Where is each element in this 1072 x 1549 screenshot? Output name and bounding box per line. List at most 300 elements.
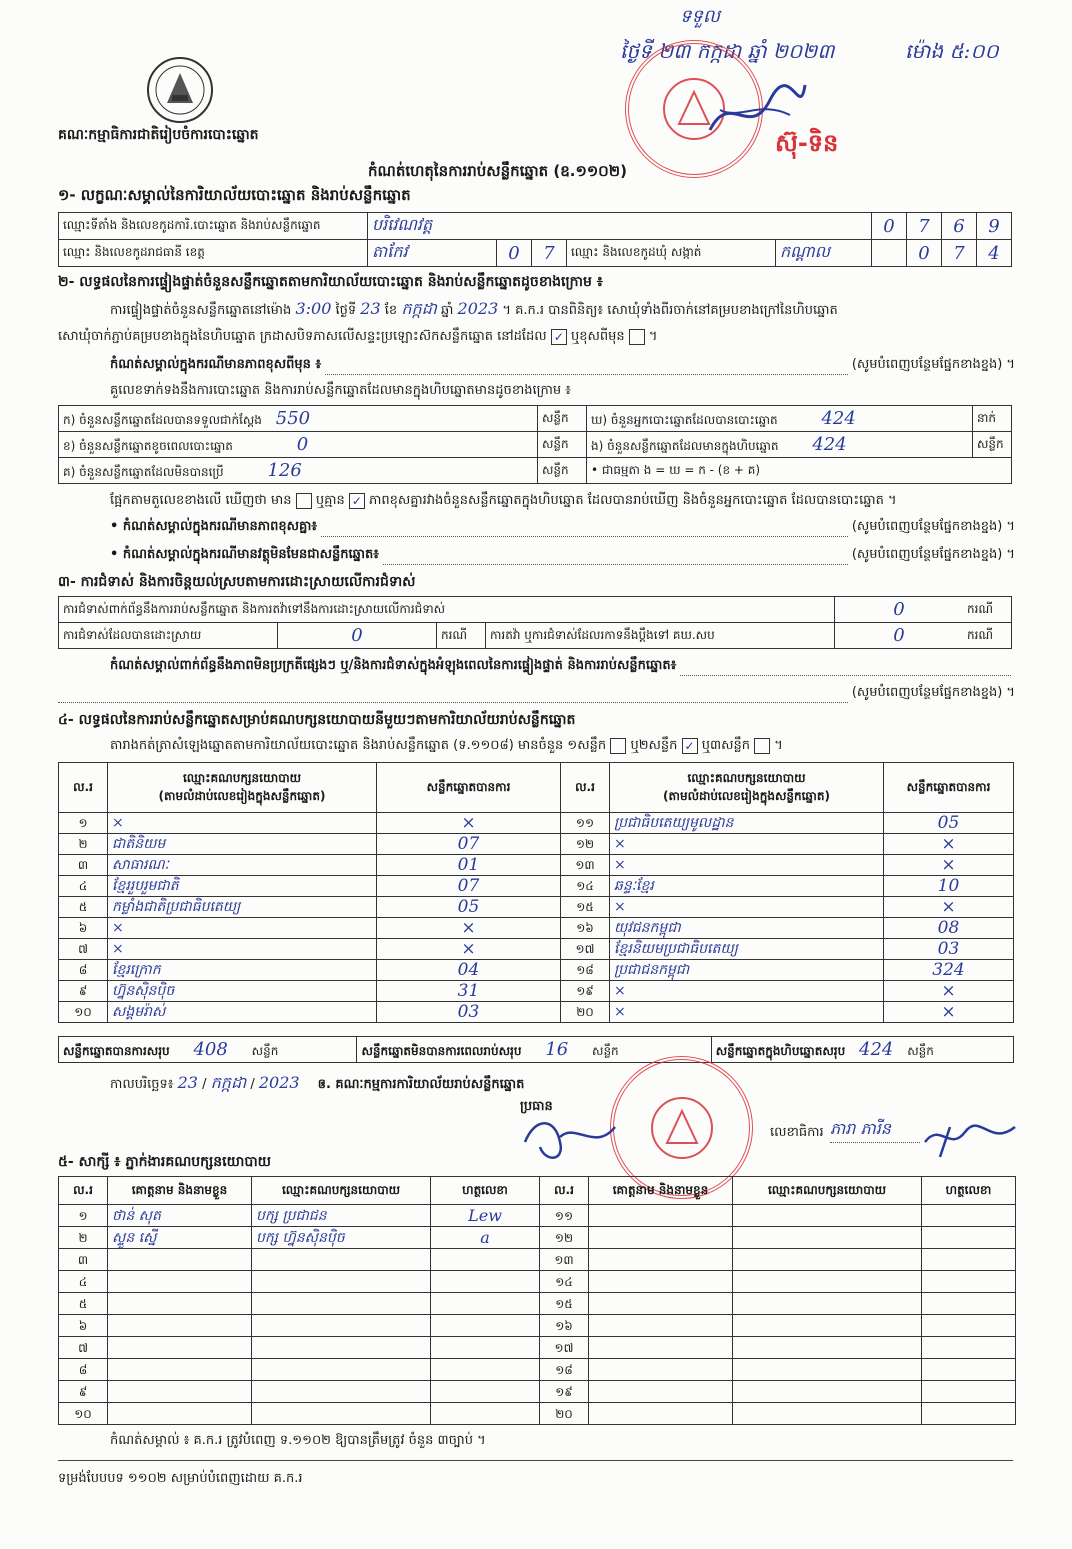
footer-divider — [58, 1460, 1013, 1461]
witness-signature[interactable] — [922, 1403, 1016, 1425]
witness-name — [108, 1249, 252, 1271]
province-value: តាកែវ — [368, 240, 497, 267]
location-value: បរិវេណវត្ត — [368, 213, 872, 240]
text: (តាមលំដាប់លេខរៀងក្នុងសន្លឹកឆ្នោត) — [158, 788, 326, 803]
witness-party — [252, 1359, 431, 1381]
witness-name — [108, 1271, 252, 1293]
unit: សន្លឹក — [973, 432, 1012, 458]
witness-number: ១៩ — [540, 1381, 589, 1403]
verify-time: 3:00 — [295, 299, 332, 318]
witness-signature[interactable] — [922, 1381, 1016, 1403]
total-in-box — [711, 1037, 1013, 1063]
same-as-before-checkbox[interactable]: ✓ — [551, 329, 567, 345]
party-number: ៣ — [59, 855, 108, 876]
completion-note: កំណត់សម្គាល់ ៖ គ.ក.រ ត្រូវបំពេញ ទ.១១០២ ឱ្យបានត្រឹមត្រូវ ចំនួន ៣ច្បាប់ ។ — [110, 1433, 486, 1448]
commune-code-digit: 4 — [977, 240, 1012, 267]
result-row — [59, 918, 1014, 939]
witness-signature[interactable] — [922, 1205, 1016, 1227]
witness-party[interactable] — [733, 1271, 922, 1293]
party-name: × — [108, 918, 377, 939]
committee-name: គណៈកម្មាធិការជាតិរៀបចំការបោះឆ្នោត — [58, 127, 259, 143]
party-name: សាធារណៈ — [108, 855, 377, 876]
text: • កំណត់សម្គាល់ក្នុងករណីមានវត្ថុមិនមែនជាសន្លឹកឆ្នោត៖ — [110, 547, 379, 562]
party-name: សង្គមរ៉ាស់ — [108, 1002, 377, 1023]
section5-title: ៥- សាក្សី ៖ ភ្នាក់ងារគណបក្សនយោបាយ — [58, 1154, 272, 1170]
witness-name[interactable] — [589, 1359, 733, 1381]
party-votes: 10 — [884, 876, 1014, 897]
text: ក) ចំនួនសន្លឹកឆ្នោតដែលបានទទួលជាក់ស្ដែង — [63, 412, 262, 427]
witness-name[interactable] — [589, 1403, 733, 1425]
result-row — [59, 876, 1014, 897]
location-code-digit: 9 — [977, 213, 1012, 240]
one-sheet-checkbox[interactable] — [610, 738, 626, 754]
party-votes: × — [377, 939, 561, 960]
witness-number: ១ — [59, 1205, 108, 1227]
commune-cell — [532, 240, 872, 267]
text: ថ្ងៃទី — [335, 303, 357, 318]
location-table — [58, 212, 1012, 267]
witness-row — [59, 1403, 1016, 1425]
witness-number: ១១ — [540, 1205, 589, 1227]
party-number: ១៣ — [561, 855, 610, 876]
witness-signature — [431, 1381, 540, 1403]
irregularities-line2 — [58, 684, 1015, 703]
witness-signature[interactable] — [922, 1271, 1016, 1293]
note-line[interactable] — [680, 657, 1011, 676]
total-in-box-value: 424 — [859, 1038, 894, 1060]
witness-number: ១០ — [59, 1403, 108, 1425]
party-name: × — [610, 834, 884, 855]
text: ការផ្ទៀងផ្ទាត់ចំនួនសន្លឹកឆ្នោតនៅម៉ោង — [110, 303, 292, 318]
witness-row — [59, 1337, 1016, 1359]
witness-number: ១៤ — [540, 1271, 589, 1293]
two-sheets-checkbox[interactable]: ✓ — [682, 738, 698, 754]
witness-party[interactable] — [733, 1249, 922, 1271]
seal-status-line: សោឃុំចាក់ភ្ជាប់គម្របខាងក្នុងនៃហិបឆ្នោត ក្រដាសបិទភាសលើសន្ទះប្រឡោះស៊កសន្លឹកឆ្នោត នៅដដែល ✓ ឬខុសពីមុន ។ — [58, 329, 658, 344]
party-votes: × — [377, 813, 561, 834]
bullet-foreign-objects — [110, 546, 1015, 565]
witness-name — [108, 1337, 252, 1359]
witness-party[interactable] — [733, 1381, 922, 1403]
col-party: ឈ្មោះគណបក្សនយោបាយ — [733, 1177, 922, 1205]
text: • កំណត់សម្គាល់ក្នុងករណីមានភាពខុសគ្នា៖ — [110, 519, 318, 534]
total-invalid-value: 16 — [545, 1038, 569, 1060]
party-number: ២ — [59, 834, 108, 855]
total-invalid — [357, 1037, 711, 1063]
witness-name: ស្ទួន ស្នើ — [108, 1227, 252, 1249]
text: កំណត់សម្គាល់ក្នុងករណីមានភាពខុសពីមុន ៖ — [110, 357, 322, 372]
col-party: ឈ្មោះគណបក្សនយោបាយ — [252, 1177, 431, 1205]
witness-number: ៣ — [59, 1249, 108, 1271]
secretary-label: លេខាធិការ — [770, 1125, 824, 1140]
difference-line — [110, 492, 897, 511]
no-difference-checkbox[interactable]: ✓ — [349, 493, 365, 509]
party-number: ២០ — [561, 1002, 610, 1023]
text: ខ) ចំនួនសន្លឹកឆ្នោតខូចពេលបោះឆ្នោត — [63, 438, 233, 453]
figure-a — [59, 406, 538, 432]
party-votes: × — [884, 981, 1014, 1002]
difference-note — [110, 356, 1015, 375]
province-label: ឈ្មោះ និងលេខកូដរាជធានី ខេត្ត — [59, 240, 368, 267]
figure-b — [59, 432, 538, 458]
tally-sheets-line: តារាងកត់ត្រាសំឡេងឆ្នោតតាមការិយាល័យបោះឆ្នោត និងរាប់សន្លឹកឆ្នោត (ទ.១១០៨) មានចំនួន ១សន្លឹក ឬ២សន្លឹក ✓ ឬ៣សន្លឹក ។ — [110, 738, 783, 753]
party-name: ប្រជាជនកម្ពុជា — [610, 960, 884, 981]
date-month: កក្កដា — [210, 1073, 247, 1092]
party-number: ១៤ — [561, 876, 610, 897]
witness-party: បក្ស ហ្វ៊ុនស៊ិនប៉ិច — [252, 1227, 431, 1249]
party-name: × — [610, 1002, 884, 1023]
witness-number: ៧ — [59, 1337, 108, 1359]
section1-title: ១- លក្ខណៈសម្គាល់នៃការិយាល័យបោះឆ្នោត និងរាប់សន្លឹកឆ្នោត — [58, 186, 411, 204]
verify-year: 2023 — [457, 299, 499, 318]
witness-party[interactable] — [733, 1403, 922, 1425]
party-number: ១៩ — [561, 981, 610, 1002]
date-line: កាលបរិច្ឆេទ៖ 23 / កក្កដា / 2023 ឲ. គណៈកម្មការការិយាល័យរាប់សន្លឹកឆ្នោត — [110, 1073, 525, 1092]
witness-name — [108, 1381, 252, 1403]
section2-title: ២- លទ្ធផលនៃការផ្ទៀងផ្ទាត់ចំនួនសន្លឹកឆ្នោតតាមការិយាល័យបោះឆ្នោត និងរាប់សន្លឹកឆ្នោតដូចខាងក្រោម ៖ — [58, 274, 603, 290]
party-name: × — [108, 813, 377, 834]
party-number: ១៦ — [561, 918, 610, 939]
witness-name — [108, 1403, 252, 1425]
witness-signature — [431, 1315, 540, 1337]
party-votes: 05 — [377, 897, 561, 918]
text: ង) ចំនួនសន្លឹកឆ្នោតដែលមានក្នុងហិបឆ្នោត — [591, 438, 779, 453]
party-votes: 324 — [884, 960, 1014, 981]
date-day: 23 — [177, 1073, 198, 1092]
party-name: យុវជនកម្ពុជា — [610, 918, 884, 939]
text: កាលបរិច្ឆេទ៖ — [110, 1077, 174, 1092]
witness-party[interactable] — [733, 1359, 922, 1381]
text: សន្លឹកឆ្នោតបានការសរុប — [63, 1043, 170, 1058]
note-line[interactable] — [58, 684, 848, 703]
commune-value: កណ្ដាល — [780, 242, 830, 261]
witness-party — [252, 1249, 431, 1271]
witness-name[interactable] — [589, 1249, 733, 1271]
col-sign: ហត្ថលេខា — [922, 1177, 1016, 1205]
party-votes: 01 — [377, 855, 561, 876]
figures-intro: គួលេខទាក់ទងនឹងការបោះឆ្នោត និងការរាប់សន្លឹកឆ្នោតដែលមានក្នុងហិបឆ្នោតមានដូចខាងក្រោម ៖ — [110, 383, 571, 398]
unused-ballots-value: 126 — [267, 459, 302, 481]
witness-party: បក្ស ប្រជាជន — [252, 1205, 431, 1227]
witness-signature — [431, 1249, 540, 1271]
witness-number: ៩ — [59, 1381, 108, 1403]
witness-party[interactable] — [733, 1227, 922, 1249]
ballots-in-box-value: 424 — [812, 433, 847, 455]
witness-number: ២០ — [540, 1403, 589, 1425]
col-votes: សន្លឹកឆ្នោតបានការ — [884, 763, 1014, 813]
party-number: ១១ — [561, 813, 610, 834]
witness-row — [59, 1381, 1016, 1403]
party-name: ហ្វ៊ុនស៊ិនប៉ិច — [108, 981, 377, 1002]
location-code-digit: 7 — [907, 213, 942, 240]
secretary-signature — [920, 1112, 1020, 1166]
witness-name — [108, 1315, 252, 1337]
unit: សន្លឹក — [538, 458, 587, 484]
witness-number: ៦ — [59, 1315, 108, 1337]
col-no: ល.រ — [59, 1177, 108, 1205]
text: គ) ចំនួនសន្លឹកឆ្នោតដែលមិនបានប្រើ — [63, 464, 224, 479]
witness-name — [108, 1293, 252, 1315]
col-votes: សន្លឹកឆ្នោតបានការ — [377, 763, 561, 813]
witness-party[interactable] — [733, 1205, 922, 1227]
witness-row — [59, 1315, 1016, 1337]
result-row — [59, 834, 1014, 855]
witness-name: ថាន់ សុត — [108, 1205, 252, 1227]
party-votes: 31 — [377, 981, 561, 1002]
witness-party — [252, 1315, 431, 1337]
col-no: ល.រ — [561, 763, 610, 813]
objections-table — [58, 596, 1012, 649]
committee-label: ឲ. គណៈកម្មការការិយាល័យរាប់សន្លឹកឆ្នោត — [317, 1077, 525, 1092]
party-votes: 07 — [377, 834, 561, 855]
text: កំណត់សម្គាល់ពាក់ព័ន្ធនឹងភាពមិនប្រក្រតីផ្សេងៗ ឬ/និងការជំទាស់ក្នុងអំឡុងពេលនៃការផ្ទៀងផ្ទាត់ និងការរាប់សន្លឹកឆ្នោត៖ — [110, 658, 677, 673]
text: ឬ៣សន្លឹក — [701, 738, 750, 753]
party-votes: × — [884, 855, 1014, 876]
witness-row — [59, 1249, 1016, 1271]
witness-signature — [431, 1271, 540, 1293]
text: (សូមបំពេញបន្ថែមផ្នែកខាងខ្នង) ។ — [851, 547, 1015, 562]
party-name: ខ្មែររួបរួមជាតិ — [108, 876, 377, 897]
party-number: ៦ — [59, 918, 108, 939]
witness-party[interactable] — [733, 1315, 922, 1337]
party-name: ឆន្ទៈខ្មែរ — [610, 876, 884, 897]
footer-text: ទម្រង់បែបបទ ១១០២ សម្រាប់បំពេញដោយ គ.ក.រ — [58, 1471, 303, 1486]
party-votes: 05 — [884, 813, 1014, 834]
witness-party — [252, 1381, 431, 1403]
objections-label: ការជំទាស់ពាក់ព័ន្ធនឹងការរាប់សន្លឹកឆ្នោត និងការតវ៉ាទៅនឹងការដោះស្រាយលើការជំទាស់ — [59, 597, 835, 623]
unit: សន្លឹក — [907, 1043, 934, 1058]
commune-code-digit: 0 — [907, 240, 942, 267]
totals-table — [58, 1036, 1014, 1063]
text: សោឃុំចាក់ភ្ជាប់គម្របខាងក្នុងនៃហិបឆ្នោត ក្រដាសបិទភាសលើសន្ទះប្រឡោះស៊កសន្លឹកឆ្នោត នៅដដែល — [58, 329, 547, 344]
text: (សូមបំពេញបន្ថែមផ្នែកខាងខ្នង) ។ — [851, 357, 1015, 372]
province-code-digit: 0 — [497, 240, 532, 267]
witness-number: ៥ — [59, 1293, 108, 1315]
received-time: ម៉ោង ៥:០០ — [905, 39, 999, 63]
commune-code-digit: 7 — [942, 240, 977, 267]
result-row — [59, 897, 1014, 918]
form-title: កំណត់ហេតុនៃការរាប់សន្លឹកឆ្នោត (ឧ.១១០២) — [368, 162, 628, 180]
note-line[interactable] — [325, 356, 848, 375]
appeals-label: ការតវ៉ា ឬការជំទាស់ដែលរកាទនឹងប្ដឹងទៅ គឃ.សប — [486, 623, 835, 649]
party-votes: 03 — [884, 939, 1014, 960]
party-number: ១៨ — [561, 960, 610, 981]
witness-party[interactable] — [733, 1293, 922, 1315]
witness-row — [59, 1293, 1016, 1315]
witness-number: ៤ — [59, 1271, 108, 1293]
result-row — [59, 939, 1014, 960]
text: ឆ្នាំ — [441, 303, 454, 318]
party-name: × — [610, 897, 884, 918]
witness-name[interactable] — [589, 1227, 733, 1249]
witness-party[interactable] — [733, 1337, 922, 1359]
witness-signature[interactable] — [922, 1315, 1016, 1337]
party-number: ៩ — [59, 981, 108, 1002]
text: ឬខុសពីមុន — [570, 329, 625, 344]
party-votes: × — [884, 897, 1014, 918]
emblem-logo — [145, 55, 215, 125]
witness-name — [108, 1359, 252, 1381]
col-party — [108, 763, 377, 813]
text: ឃ) ចំនួនអ្នកបោះឆ្នោតដែលបានបោះឆ្នោត — [591, 412, 778, 427]
note-line[interactable] — [321, 518, 848, 537]
note-line[interactable] — [383, 546, 848, 565]
bullet-difference — [110, 518, 1015, 537]
party-votes: 08 — [884, 918, 1014, 939]
party-number: ៨ — [59, 960, 108, 981]
witness-signature[interactable] — [922, 1227, 1016, 1249]
witness-name[interactable] — [589, 1315, 733, 1337]
has-difference-checkbox[interactable] — [296, 493, 312, 509]
unit: ករណី — [963, 623, 1012, 649]
party-number: ១៧ — [561, 939, 610, 960]
result-row — [59, 855, 1014, 876]
witness-signature — [431, 1293, 540, 1315]
objections-value: 0 — [835, 597, 964, 623]
party-votes: 07 — [377, 876, 561, 897]
witness-number: ១៧ — [540, 1337, 589, 1359]
result-row — [59, 1002, 1014, 1023]
witness-number: ១៨ — [540, 1359, 589, 1381]
witness-signature[interactable] — [922, 1337, 1016, 1359]
witness-number: ១៦ — [540, 1315, 589, 1337]
unit: ករណី — [963, 597, 1012, 623]
witness-signature[interactable] — [922, 1293, 1016, 1315]
party-name: × — [108, 939, 377, 960]
party-name: × — [610, 855, 884, 876]
witness-row — [59, 1205, 1016, 1227]
chair-label: ប្រធាន — [520, 1099, 553, 1114]
witness-row — [59, 1271, 1016, 1293]
witness-name[interactable] — [589, 1381, 733, 1403]
witness-number: ៨ — [59, 1359, 108, 1381]
commune-code-empty — [872, 240, 907, 267]
voters-value: 424 — [821, 407, 856, 429]
section4-title: ៤- លទ្ធផលនៃការរាប់សន្លឹកឆ្នោតសម្រាប់គណបក្សនយោបាយនីមួយៗតាមការិយាល័យរាប់សន្លឹកឆ្នោត — [58, 712, 576, 728]
text: ភាពខុសគ្នារវាងចំនួនសន្លឹកឆ្នោតក្នុងហិបឆ្នោត ដែលបានរាប់ឃើញ និងចំនួនអ្នកបោះឆ្នោត ដែលបានបោះឆ្នោត ។ — [369, 493, 897, 508]
received-date: ថ្ងៃទី ២៣ កក្កដា ឆ្នាំ ២០២៣ — [620, 39, 835, 63]
text: ឬ២សន្លឹក — [630, 738, 678, 753]
commune-label: ឈ្មោះ និងលេខកូដឃុំ សង្កាត់ — [567, 240, 776, 266]
witness-row — [59, 1227, 1016, 1249]
witness-number: ១៥ — [540, 1293, 589, 1315]
unit: ករណី — [437, 623, 486, 649]
party-number: ១៥ — [561, 897, 610, 918]
spoiled-ballots-value: 0 — [296, 433, 309, 455]
col-party — [610, 763, 884, 813]
location-code-digit: 0 — [872, 213, 907, 240]
figure-d — [587, 406, 973, 432]
party-number: ៥ — [59, 897, 108, 918]
witness-party — [252, 1271, 431, 1293]
party-votes: 03 — [377, 1002, 561, 1023]
witness-party — [252, 1403, 431, 1425]
unit: សន្លឹក — [592, 1043, 619, 1058]
witness-name[interactable] — [589, 1293, 733, 1315]
changed-checkbox[interactable] — [629, 329, 645, 345]
text: សន្លឹកឆ្នោតមិនបានការពេលរាប់សរុប — [361, 1043, 522, 1058]
figure-e — [587, 432, 973, 458]
verification-line — [110, 298, 1015, 322]
party-number: ៤ — [59, 876, 108, 897]
text: ផ្អែកតាមតួលេខខាងលើ ឃើញថា មាន — [110, 493, 292, 508]
witness-number: ២ — [59, 1227, 108, 1249]
witness-signature[interactable] — [922, 1359, 1016, 1381]
province-code-digit: 7 — [532, 240, 567, 266]
witness-signature — [431, 1359, 540, 1381]
col-no: ល.រ — [540, 1177, 589, 1205]
total-valid-value: 408 — [193, 1038, 228, 1060]
verify-day: 23 — [360, 299, 381, 318]
party-name: ខ្មែរនិយមប្រជាធិបតេយ្យ — [610, 939, 884, 960]
result-row — [59, 960, 1014, 981]
party-name: កម្លាំងជាតិប្រជាធិបតេយ្យ — [108, 897, 377, 918]
text: ឈ្មោះគណបក្សនយោបាយ — [687, 770, 806, 785]
witness-name[interactable] — [589, 1337, 733, 1359]
witness-signature[interactable] — [922, 1249, 1016, 1271]
witness-signature — [431, 1337, 540, 1359]
witness-name[interactable] — [589, 1271, 733, 1293]
unit: សន្លឹក — [251, 1043, 279, 1058]
formula: • ជាធម្មតា ង = ឃ = ក - (ខ + គ) — [587, 458, 1012, 484]
received-note: ទទួល — [680, 6, 720, 27]
received-ballots-value: 550 — [275, 407, 311, 429]
party-name: × — [610, 981, 884, 1002]
location-label: ឈ្មោះទីតាំង និងលេខកូដការិ.បោះឆ្នោត និងរាប់សន្លឹកឆ្នោត — [59, 213, 368, 240]
party-name: ជាតិនិយម — [108, 834, 377, 855]
text: (សូមបំពេញបន្ថែមផ្នែកខាងខ្នង) ។ — [851, 685, 1015, 700]
secretary-name: ភារា ភារីន — [830, 1118, 920, 1143]
stamp-mark-text: ស៊ុ-ទិន — [775, 129, 839, 157]
verify-month: កក្កដា — [401, 299, 437, 318]
party-votes: × — [884, 1002, 1014, 1023]
resolved-value: 0 — [278, 623, 437, 649]
text: ឬគ្មាន — [315, 493, 345, 508]
figure-c — [59, 458, 538, 484]
total-valid — [59, 1037, 357, 1063]
party-number: ១០ — [59, 1002, 108, 1023]
col-no: ល.រ — [59, 763, 108, 813]
text: (សូមបំពេញបន្ថែមផ្នែកខាងខ្នង) ។ — [851, 519, 1015, 534]
text: ។ គ.ក.រ បានពិនិត្យ៖ សោឃុំទាំងពីរចាក់នៅគម្របខាងក្រៅនៃហិបឆ្នោត — [502, 303, 838, 318]
witness-number: ១២ — [540, 1227, 589, 1249]
witness-signature — [431, 1403, 540, 1425]
text: សន្លឹកឆ្នោតក្នុងហិបឆ្នោតសរុប — [715, 1043, 846, 1058]
irregularities-note — [110, 657, 1015, 676]
col-name: គោត្តនាម និងនាមខ្លួន — [589, 1177, 733, 1205]
party-votes: 04 — [377, 960, 561, 981]
text: ឈ្មោះគណបក្សនយោបាយ — [182, 770, 302, 785]
witness-name[interactable] — [589, 1205, 733, 1227]
date-year: 2023 — [258, 1073, 300, 1092]
resolved-label: ការជំទាស់ដែលបានដោះស្រាយ — [59, 623, 278, 649]
three-sheets-checkbox[interactable] — [754, 738, 770, 754]
figures-table — [58, 405, 1012, 484]
text: ខែ — [384, 303, 398, 318]
party-number: ១២ — [561, 834, 610, 855]
witness-party — [252, 1293, 431, 1315]
appeals-value: 0 — [835, 623, 964, 649]
party-votes: × — [377, 918, 561, 939]
witness-signature: a — [431, 1227, 540, 1249]
result-row — [59, 981, 1014, 1002]
text: តារាងកត់ត្រាសំឡេងឆ្នោតតាមការិយាល័យបោះឆ្នោត និងរាប់សន្លឹកឆ្នោត (ទ.១១០៨) មានចំនួន ១សន្លឹក — [110, 738, 607, 753]
unit: នាក់ — [973, 406, 1012, 432]
witness-signature: Lew — [431, 1205, 540, 1227]
chair-signature — [515, 1112, 625, 1176]
col-sign: ហត្ថលេខា — [431, 1177, 540, 1205]
party-votes: × — [884, 834, 1014, 855]
